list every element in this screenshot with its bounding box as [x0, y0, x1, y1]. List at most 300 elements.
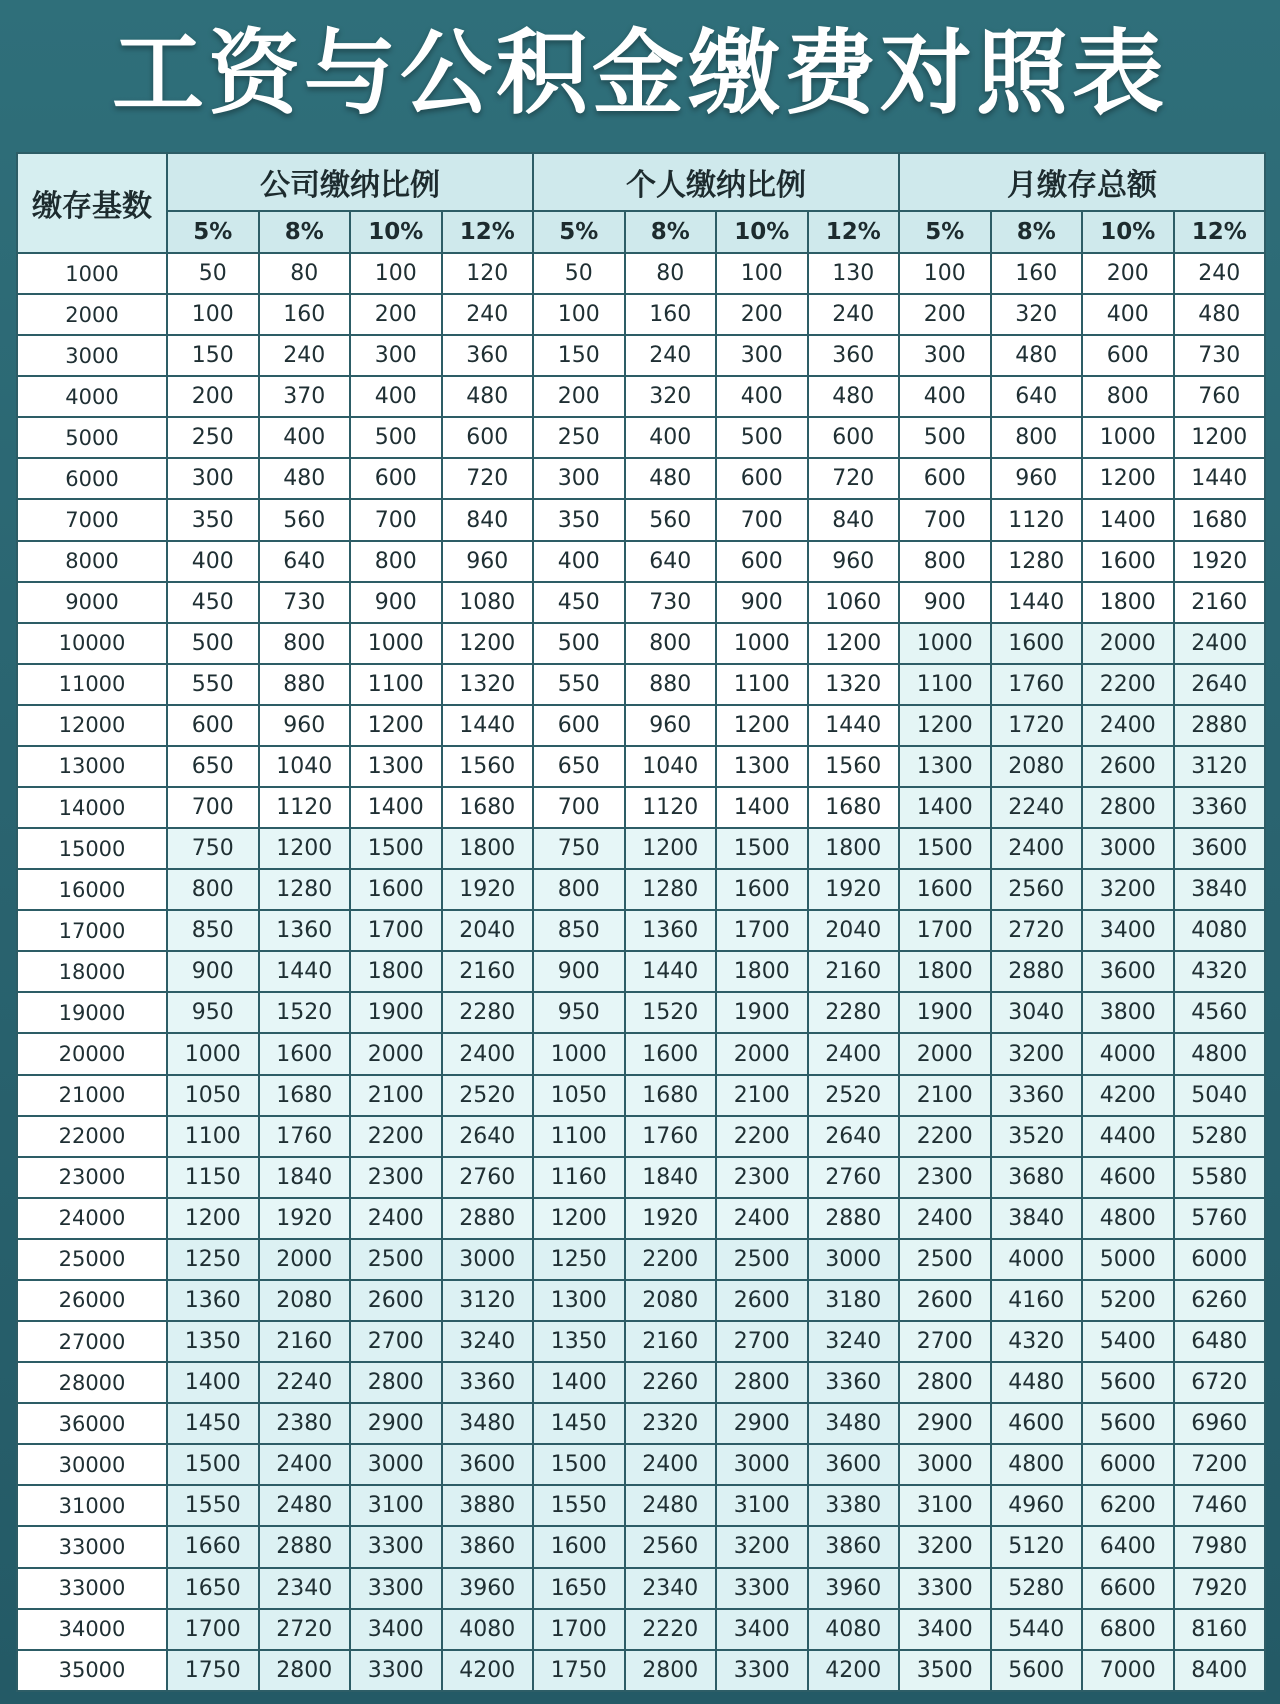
cell-total: 3200	[991, 1033, 1083, 1074]
cell-base: 20000	[17, 1033, 167, 1074]
cell-company: 1000	[167, 1033, 259, 1074]
cell-total: 1200	[899, 705, 991, 746]
header-rate-total-10: 10%	[1082, 211, 1174, 253]
cell-personal: 3100	[716, 1485, 808, 1526]
cell-total: 100	[899, 253, 991, 294]
cell-personal: 2880	[808, 1198, 900, 1239]
cell-company: 1500	[350, 828, 442, 869]
cell-total: 200	[899, 294, 991, 335]
cell-total: 6600	[1082, 1568, 1174, 1609]
cell-personal: 2800	[625, 1650, 717, 1691]
cell-company: 2400	[442, 1033, 534, 1074]
cell-company: 600	[442, 417, 534, 458]
cell-personal: 600	[533, 705, 625, 746]
cell-personal: 2600	[716, 1280, 808, 1321]
cell-company: 3100	[350, 1485, 442, 1526]
cell-total: 5580	[1174, 1157, 1266, 1198]
cell-company: 1150	[167, 1157, 259, 1198]
cell-personal: 2080	[625, 1280, 717, 1321]
cell-total: 3500	[899, 1650, 991, 1691]
cell-company: 450	[167, 582, 259, 623]
cell-total: 4080	[1174, 910, 1266, 951]
cell-base: 30000	[17, 1444, 167, 1485]
header-row-rates	[17, 211, 1265, 253]
cell-company: 550	[167, 664, 259, 705]
cell-company: 750	[167, 828, 259, 869]
cell-personal: 2560	[625, 1526, 717, 1567]
cell-company: 2900	[350, 1403, 442, 1444]
table-row	[17, 705, 1265, 746]
header-group-total: 月缴存总额	[899, 153, 1265, 211]
cell-total: 2000	[899, 1033, 991, 1074]
cell-total: 3680	[991, 1157, 1083, 1198]
table-row	[17, 253, 1265, 294]
cell-personal: 1250	[533, 1239, 625, 1280]
cell-base: 33000	[17, 1526, 167, 1567]
cell-personal: 4080	[808, 1609, 900, 1650]
cell-total: 4320	[1174, 951, 1266, 992]
cell-company: 1550	[167, 1485, 259, 1526]
cell-company: 1360	[259, 910, 351, 951]
cell-total: 480	[991, 335, 1083, 376]
cell-personal: 1200	[533, 1198, 625, 1239]
cell-company: 1450	[167, 1403, 259, 1444]
cell-total: 3040	[991, 992, 1083, 1033]
cell-company: 800	[259, 623, 351, 664]
cell-base: 35000	[17, 1650, 167, 1691]
table-row	[17, 1526, 1265, 1567]
cell-personal: 900	[716, 582, 808, 623]
cell-company: 2400	[259, 1444, 351, 1485]
cell-base: 12000	[17, 705, 167, 746]
cell-total: 6260	[1174, 1280, 1266, 1321]
header-group-company: 公司缴纳比例	[167, 153, 533, 211]
cell-base: 27000	[17, 1321, 167, 1362]
cell-personal: 1360	[625, 910, 717, 951]
cell-company: 400	[259, 417, 351, 458]
cell-personal: 1350	[533, 1321, 625, 1362]
cell-base: 2000	[17, 294, 167, 335]
header-group-personal: 个人缴纳比例	[533, 153, 899, 211]
table-row	[17, 1116, 1265, 1157]
cell-personal: 960	[625, 705, 717, 746]
cell-company: 200	[350, 294, 442, 335]
cell-personal: 1200	[808, 623, 900, 664]
cell-total: 4800	[991, 1444, 1083, 1485]
cell-company: 1200	[350, 705, 442, 746]
cell-total: 4160	[991, 1280, 1083, 1321]
cell-personal: 2280	[808, 992, 900, 1033]
cell-base: 17000	[17, 910, 167, 951]
cell-company: 960	[259, 705, 351, 746]
cell-personal: 240	[625, 335, 717, 376]
cell-total: 1440	[991, 582, 1083, 623]
cell-company: 1360	[167, 1280, 259, 1321]
cell-personal: 2900	[716, 1403, 808, 1444]
cell-company: 2600	[350, 1280, 442, 1321]
cell-personal: 3300	[716, 1650, 808, 1691]
cell-personal: 3860	[808, 1526, 900, 1567]
cell-personal: 1040	[625, 746, 717, 787]
cell-company: 2880	[442, 1198, 534, 1239]
cell-personal: 1680	[808, 787, 900, 828]
cell-personal: 1600	[625, 1033, 717, 1074]
cell-company: 1840	[259, 1157, 351, 1198]
table-row	[17, 910, 1265, 951]
cell-total: 4400	[1082, 1116, 1174, 1157]
cell-personal: 850	[533, 910, 625, 951]
cell-total: 2500	[899, 1239, 991, 1280]
cell-total: 6000	[1174, 1239, 1266, 1280]
cell-personal: 300	[716, 335, 808, 376]
cell-total: 2560	[991, 869, 1083, 910]
cell-total: 2600	[899, 1280, 991, 1321]
cell-personal: 3360	[808, 1362, 900, 1403]
cell-total: 600	[1082, 335, 1174, 376]
cell-total: 480	[1174, 294, 1266, 335]
cell-company: 1200	[167, 1198, 259, 1239]
cell-company: 1600	[259, 1033, 351, 1074]
cell-total: 2640	[1174, 664, 1266, 705]
cell-personal: 550	[533, 664, 625, 705]
cell-company: 960	[442, 541, 534, 582]
cell-total: 6720	[1174, 1362, 1266, 1403]
cell-company: 1200	[259, 828, 351, 869]
cell-personal: 1320	[808, 664, 900, 705]
cell-personal: 1760	[625, 1116, 717, 1157]
cell-total: 3800	[1082, 992, 1174, 1033]
cell-personal: 1100	[533, 1116, 625, 1157]
cell-personal: 360	[808, 335, 900, 376]
cell-company: 1440	[259, 951, 351, 992]
table-row	[17, 992, 1265, 1033]
table-row	[17, 1568, 1265, 1609]
cell-personal: 1300	[716, 746, 808, 787]
cell-personal: 840	[808, 499, 900, 540]
table-row	[17, 1239, 1265, 1280]
cell-total: 500	[899, 417, 991, 458]
cell-total: 7920	[1174, 1568, 1266, 1609]
cell-personal: 3000	[716, 1444, 808, 1485]
cell-base: 3000	[17, 335, 167, 376]
cell-company: 200	[167, 376, 259, 417]
cell-personal: 2040	[808, 910, 900, 951]
cell-base: 15000	[17, 828, 167, 869]
cell-total: 3600	[1082, 951, 1174, 992]
cell-base: 25000	[17, 1239, 167, 1280]
cell-company: 2100	[350, 1075, 442, 1116]
cell-personal: 240	[808, 294, 900, 335]
header-rate-personal-5: 5%	[533, 211, 625, 253]
cell-total: 640	[991, 376, 1083, 417]
cell-company: 480	[259, 458, 351, 499]
cell-total: 4480	[991, 1362, 1083, 1403]
cell-company: 2340	[259, 1568, 351, 1609]
cell-company: 1400	[350, 787, 442, 828]
cell-personal: 2340	[625, 1568, 717, 1609]
cell-company: 1520	[259, 992, 351, 1033]
cell-personal: 400	[533, 541, 625, 582]
cell-total: 5280	[1174, 1116, 1266, 1157]
cell-total: 1720	[991, 705, 1083, 746]
cell-personal: 3240	[808, 1321, 900, 1362]
cell-company: 2000	[350, 1033, 442, 1074]
table-row	[17, 582, 1265, 623]
cell-personal: 130	[808, 253, 900, 294]
cell-company: 3300	[350, 1568, 442, 1609]
cell-company: 160	[259, 294, 351, 335]
cell-personal: 3000	[808, 1239, 900, 1280]
cell-total: 2400	[991, 828, 1083, 869]
table-body	[17, 253, 1265, 1691]
cell-base: 10000	[17, 623, 167, 664]
cell-personal: 3400	[716, 1609, 808, 1650]
cell-personal: 100	[716, 253, 808, 294]
cell-personal: 1600	[716, 869, 808, 910]
cell-company: 3120	[442, 1280, 534, 1321]
cell-company: 3000	[442, 1239, 534, 1280]
cell-total: 4200	[1082, 1075, 1174, 1116]
cell-total: 1300	[899, 746, 991, 787]
cell-company: 80	[259, 253, 351, 294]
cell-total: 7000	[1082, 1650, 1174, 1691]
cell-personal: 1700	[716, 910, 808, 951]
cell-personal: 3480	[808, 1403, 900, 1444]
table-row	[17, 1609, 1265, 1650]
cell-company: 3240	[442, 1321, 534, 1362]
cell-company: 1350	[167, 1321, 259, 1362]
cell-total: 4320	[991, 1321, 1083, 1362]
cell-total: 2800	[899, 1362, 991, 1403]
cell-base: 34000	[17, 1609, 167, 1650]
cell-company: 1700	[167, 1609, 259, 1650]
cell-company: 640	[259, 541, 351, 582]
cell-personal: 1200	[625, 828, 717, 869]
cell-personal: 1800	[716, 951, 808, 992]
cell-total: 5120	[991, 1526, 1083, 1567]
cell-total: 2400	[899, 1198, 991, 1239]
cell-total: 1700	[899, 910, 991, 951]
header-row-groups	[17, 153, 1265, 211]
cell-personal: 2800	[716, 1362, 808, 1403]
cell-company: 1200	[442, 623, 534, 664]
cell-personal: 1680	[625, 1075, 717, 1116]
cell-base: 1000	[17, 253, 167, 294]
cell-personal: 730	[625, 582, 717, 623]
cell-personal: 1000	[533, 1033, 625, 1074]
cell-total: 5600	[991, 1650, 1083, 1691]
cell-total: 1200	[1174, 417, 1266, 458]
cell-total: 2880	[1174, 705, 1266, 746]
cell-base: 5000	[17, 417, 167, 458]
cell-company: 370	[259, 376, 351, 417]
cell-total: 2700	[899, 1321, 991, 1362]
cell-personal: 2760	[808, 1157, 900, 1198]
cell-personal: 2200	[716, 1116, 808, 1157]
cell-personal: 2260	[625, 1362, 717, 1403]
cell-company: 2520	[442, 1075, 534, 1116]
cell-company: 1560	[442, 746, 534, 787]
cell-total: 3200	[1082, 869, 1174, 910]
cell-personal: 2160	[625, 1321, 717, 1362]
cell-company: 2500	[350, 1239, 442, 1280]
cell-total: 400	[899, 376, 991, 417]
cell-total: 1280	[991, 541, 1083, 582]
cell-total: 1120	[991, 499, 1083, 540]
cell-company: 1250	[167, 1239, 259, 1280]
cell-total: 2100	[899, 1075, 991, 1116]
cell-personal: 2400	[808, 1033, 900, 1074]
cell-total: 8160	[1174, 1609, 1266, 1650]
cell-base: 21000	[17, 1075, 167, 1116]
cell-base: 6000	[17, 458, 167, 499]
cell-company: 1000	[350, 623, 442, 664]
cell-total: 2400	[1082, 705, 1174, 746]
cell-personal: 200	[716, 294, 808, 335]
cell-company: 900	[350, 582, 442, 623]
header-rate-company-5: 5%	[167, 211, 259, 253]
table-row	[17, 1157, 1265, 1198]
cell-total: 4000	[991, 1239, 1083, 1280]
cell-personal: 700	[533, 787, 625, 828]
cell-total: 8400	[1174, 1650, 1266, 1691]
cell-total: 3200	[899, 1526, 991, 1567]
cell-personal: 1600	[533, 1526, 625, 1567]
cell-total: 2400	[1174, 623, 1266, 664]
cell-personal: 2500	[716, 1239, 808, 1280]
table-row	[17, 787, 1265, 828]
header-rate-personal-10: 10%	[716, 211, 808, 253]
cell-company: 4080	[442, 1609, 534, 1650]
cell-personal: 750	[533, 828, 625, 869]
cell-total: 4960	[991, 1485, 1083, 1526]
cell-company: 100	[167, 294, 259, 335]
cell-personal: 1100	[716, 664, 808, 705]
cell-total: 5040	[1174, 1075, 1266, 1116]
cell-personal: 1120	[625, 787, 717, 828]
cell-personal: 1050	[533, 1075, 625, 1116]
table-row	[17, 869, 1265, 910]
cell-company: 300	[167, 458, 259, 499]
table-row	[17, 623, 1265, 664]
cell-company: 2480	[259, 1485, 351, 1526]
cell-personal: 2000	[716, 1033, 808, 1074]
cell-base: 36000	[17, 1403, 167, 1444]
cell-total: 1200	[1082, 458, 1174, 499]
cell-total: 3300	[899, 1568, 991, 1609]
cell-total: 160	[991, 253, 1083, 294]
cell-personal: 880	[625, 664, 717, 705]
cell-company: 2380	[259, 1403, 351, 1444]
cell-total: 4800	[1082, 1198, 1174, 1239]
cell-personal: 1700	[533, 1609, 625, 1650]
cell-total: 3520	[991, 1116, 1083, 1157]
cell-personal: 2220	[625, 1609, 717, 1650]
cell-personal: 80	[625, 253, 717, 294]
cell-personal: 3200	[716, 1526, 808, 1567]
cell-company: 2000	[259, 1239, 351, 1280]
cell-personal: 4200	[808, 1650, 900, 1691]
cell-base: 18000	[17, 951, 167, 992]
table-row	[17, 1650, 1265, 1691]
cell-personal: 2400	[625, 1444, 717, 1485]
table-row	[17, 458, 1265, 499]
cell-total: 240	[1174, 253, 1266, 294]
cell-total: 2600	[1082, 746, 1174, 787]
cell-base: 13000	[17, 746, 167, 787]
cell-company: 1660	[167, 1526, 259, 1567]
cell-personal: 2480	[625, 1485, 717, 1526]
table-row	[17, 417, 1265, 458]
cell-total: 1920	[1174, 541, 1266, 582]
cell-company: 1750	[167, 1650, 259, 1691]
cell-company: 3960	[442, 1568, 534, 1609]
cell-total: 1440	[1174, 458, 1266, 499]
cell-personal: 1400	[716, 787, 808, 828]
cell-base: 28000	[17, 1362, 167, 1403]
table-row	[17, 499, 1265, 540]
cell-personal: 400	[716, 376, 808, 417]
cell-total: 4560	[1174, 992, 1266, 1033]
cell-company: 1920	[259, 1198, 351, 1239]
cell-company: 2160	[442, 951, 534, 992]
cell-total: 6800	[1082, 1609, 1174, 1650]
cell-total: 3840	[1174, 869, 1266, 910]
cell-company: 840	[442, 499, 534, 540]
cell-company: 300	[350, 335, 442, 376]
cell-company: 1500	[167, 1444, 259, 1485]
cell-company: 2760	[442, 1157, 534, 1198]
cell-personal: 1500	[716, 828, 808, 869]
cell-company: 240	[259, 335, 351, 376]
cell-total: 4800	[1174, 1033, 1266, 1074]
cell-total: 5400	[1082, 1321, 1174, 1362]
cell-company: 2800	[350, 1362, 442, 1403]
cell-company: 480	[442, 376, 534, 417]
cell-company: 730	[259, 582, 351, 623]
cell-personal: 1280	[625, 869, 717, 910]
cell-total: 3000	[899, 1444, 991, 1485]
cell-personal: 1750	[533, 1650, 625, 1691]
cell-personal: 50	[533, 253, 625, 294]
table-row	[17, 376, 1265, 417]
cell-personal: 1200	[716, 705, 808, 746]
cell-total: 4600	[1082, 1157, 1174, 1198]
cell-personal: 3600	[808, 1444, 900, 1485]
table-row	[17, 664, 1265, 705]
cell-base: 4000	[17, 376, 167, 417]
cell-total: 5760	[1174, 1198, 1266, 1239]
header-rate-personal-12: 12%	[808, 211, 900, 253]
cell-company: 1300	[350, 746, 442, 787]
cell-personal: 3380	[808, 1485, 900, 1526]
cell-total: 760	[1174, 376, 1266, 417]
cell-personal: 1450	[533, 1403, 625, 1444]
table-row	[17, 1321, 1265, 1362]
cell-company: 2240	[259, 1362, 351, 1403]
cell-company: 3300	[350, 1526, 442, 1567]
header-rate-total-12: 12%	[1174, 211, 1266, 253]
page-title: 工资与公积金缴费对照表	[111, 20, 1168, 127]
cell-total: 4000	[1082, 1033, 1174, 1074]
cell-total: 400	[1082, 294, 1174, 335]
cell-total: 200	[1082, 253, 1174, 294]
cell-personal: 1650	[533, 1568, 625, 1609]
cell-total: 5600	[1082, 1403, 1174, 1444]
cell-personal: 1300	[533, 1280, 625, 1321]
cell-total: 1800	[899, 951, 991, 992]
cell-company: 720	[442, 458, 534, 499]
